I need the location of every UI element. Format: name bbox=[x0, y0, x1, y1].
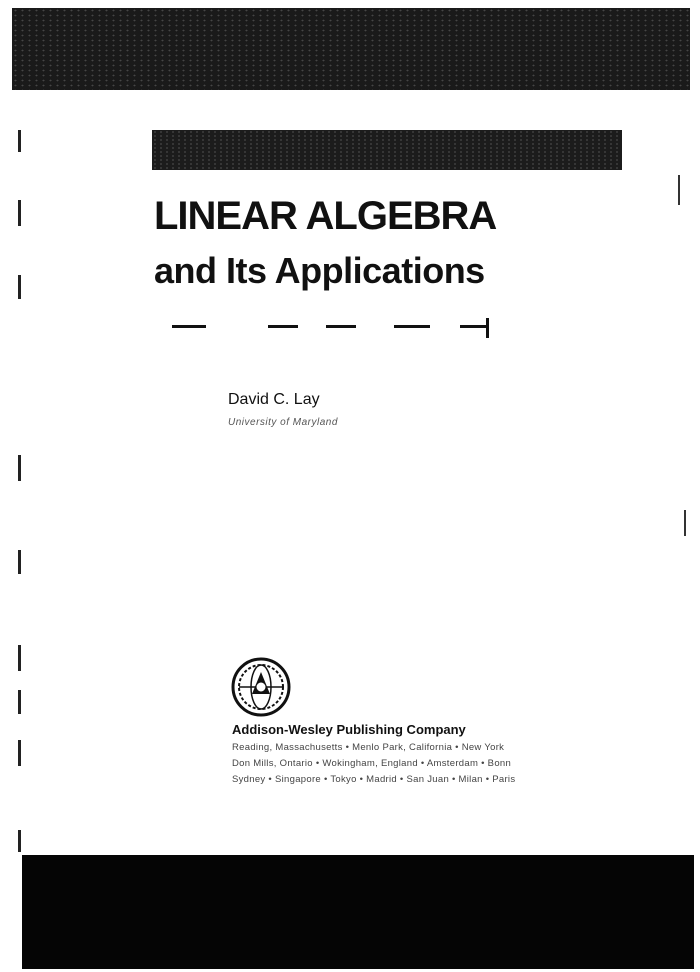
scan-margin-mark bbox=[18, 830, 21, 852]
scan-margin-mark bbox=[18, 550, 21, 574]
author-affiliation: University of Maryland bbox=[228, 417, 338, 428]
publisher-cities-line: Don Mills, Ontario • Wokingham, England • Amsterdam • Bonn bbox=[232, 758, 512, 769]
scan-margin-mark bbox=[18, 645, 21, 671]
rule-segment bbox=[394, 325, 430, 328]
scan-margin-mark bbox=[18, 455, 21, 481]
scan-margin-mark bbox=[18, 275, 21, 299]
publisher-cities-line: Sydney • Singapore • Tokyo • Madrid • San Juan • Milan • Paris bbox=[232, 774, 516, 785]
rule-segment bbox=[460, 325, 489, 328]
rule-segment bbox=[172, 325, 206, 328]
scan-margin-mark bbox=[18, 740, 21, 766]
scan-margin-mark bbox=[18, 130, 21, 152]
scan-margin-mark bbox=[18, 200, 21, 226]
author-name: David C. Lay bbox=[228, 391, 320, 408]
publisher-globe-logo-icon bbox=[230, 656, 292, 718]
scan-artifact-bottom-band bbox=[22, 855, 694, 969]
title-band-artifact bbox=[152, 130, 622, 170]
rule-corner bbox=[486, 318, 489, 338]
book-subtitle: and Its Applications bbox=[154, 250, 485, 291]
publisher-name: Addison-Wesley Publishing Company bbox=[232, 722, 466, 737]
scan-margin-mark bbox=[18, 690, 21, 714]
publisher-cities-line: Reading, Massachusetts • Menlo Park, California • New York bbox=[232, 742, 505, 753]
scan-artifact-top-band bbox=[12, 8, 690, 90]
rule-segment bbox=[326, 325, 356, 328]
scan-margin-mark bbox=[678, 175, 680, 205]
rule-segment bbox=[268, 325, 298, 328]
scan-margin-mark bbox=[684, 510, 686, 536]
book-title: LINEAR ALGEBRA bbox=[154, 194, 497, 238]
